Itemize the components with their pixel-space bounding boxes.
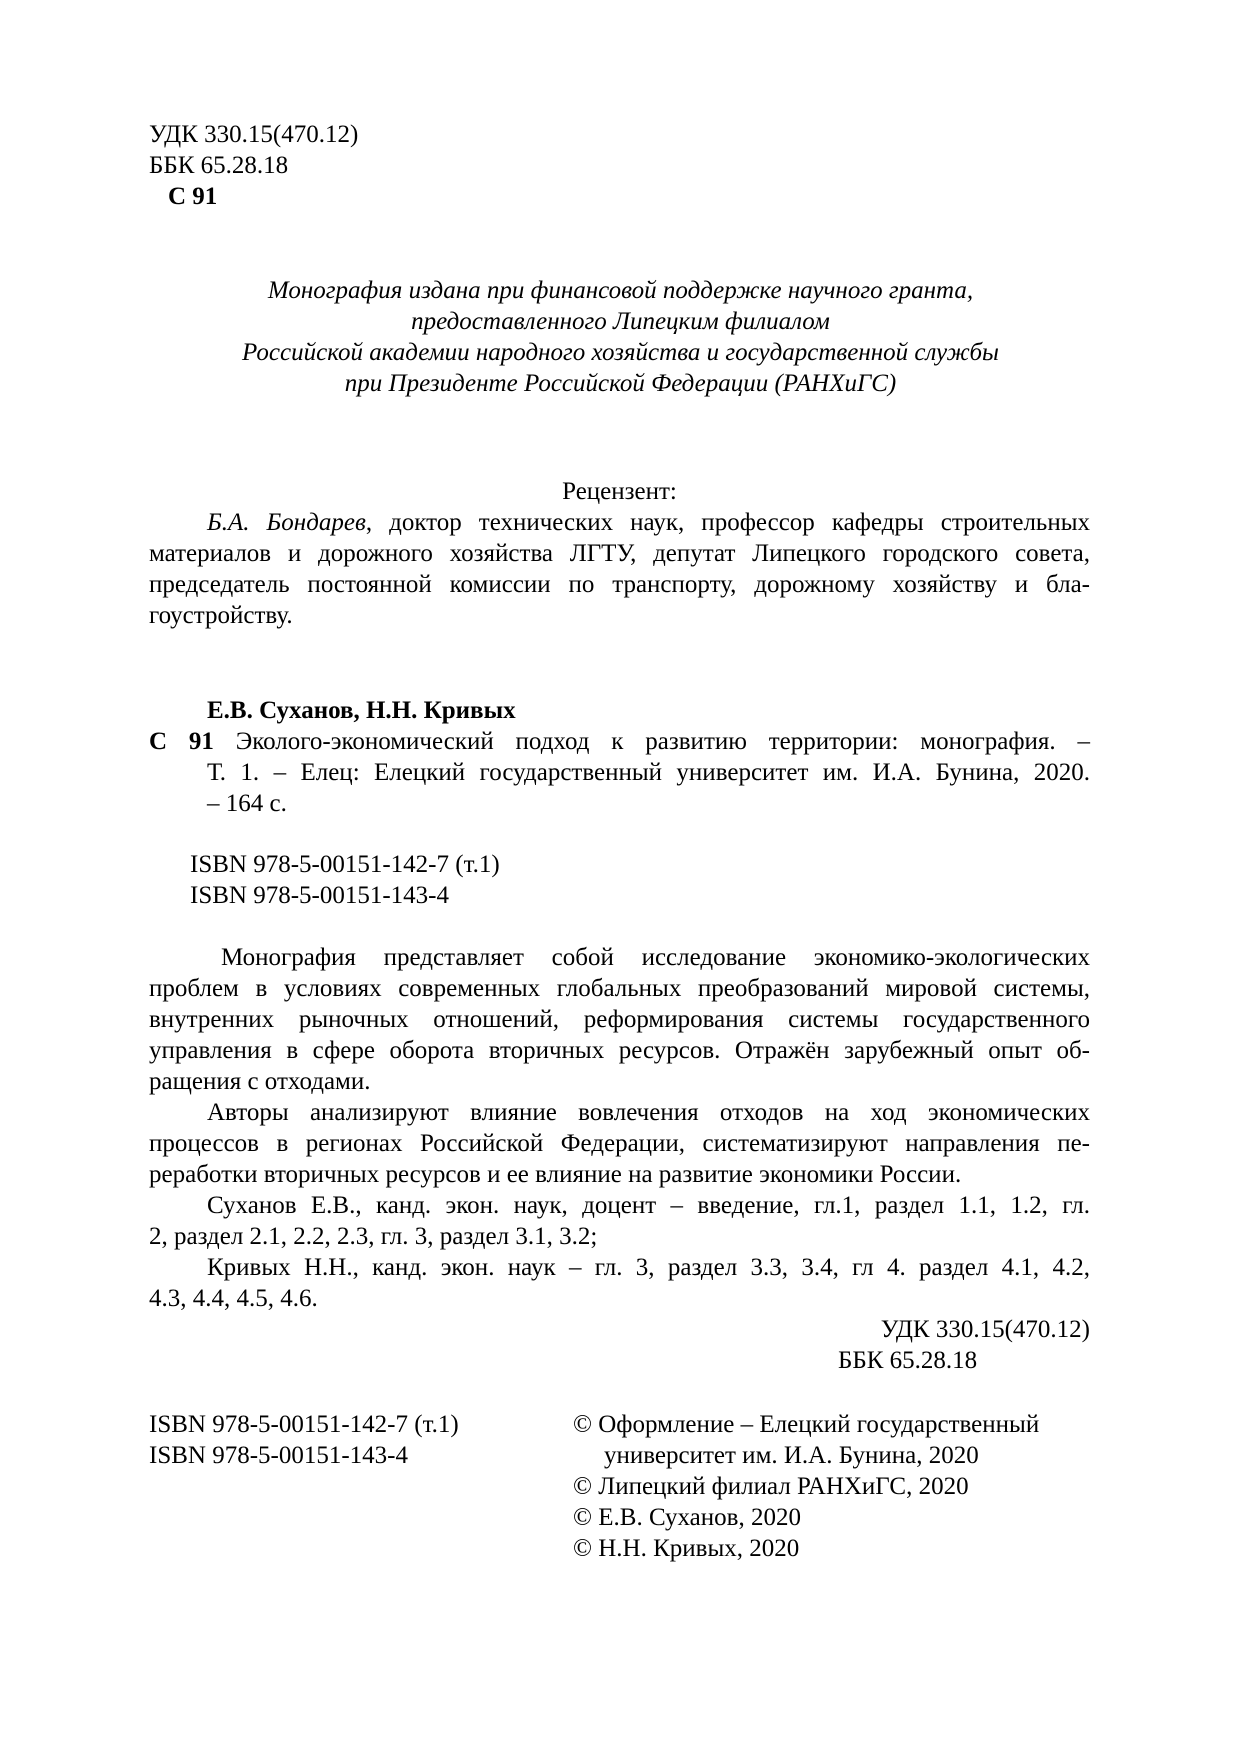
author-mark: С 91: [168, 183, 218, 210]
grant-note-line: Российской академии народного хозяйства и государственной службы: [242, 339, 999, 366]
author-mark: С 91: [149, 728, 214, 755]
reviewer-text: , доктор технических наук, профессор кафедры строительных: [365, 509, 1091, 536]
footer-isbn: [149, 1409, 459, 1471]
reviewer-line: [149, 507, 1090, 538]
reviewer-line: председатель постоянной комиссии по транспорту, дорожному хозяйству и бла-: [149, 571, 1090, 598]
reviewer-line: гоустройству.: [149, 602, 293, 629]
title-line: [149, 726, 1090, 757]
annotation-line: ращения с отходами.: [149, 1068, 371, 1095]
udk-code: УДК 330.15(470.12): [149, 121, 359, 148]
reviewer-heading: Рецензент:: [562, 478, 677, 505]
annotation-line: Суханов Е.В., канд. экон. наук, доцент – введение, гл.1, раздел 1.1, 1.2, гл.: [207, 1192, 1090, 1219]
copyright-block: [573, 1409, 1039, 1564]
annotation-line: Монография представляет собой исследование экономико-экологических: [221, 944, 1090, 971]
pages: – 164 с.: [207, 790, 287, 817]
annotation-line: внутренних рыночных отношений, реформирования системы государственного: [149, 1006, 1090, 1033]
annotation-line: управления в сфере оборота вторичных ресурсов. Отражён зарубежный опыт об-: [149, 1037, 1090, 1064]
isbn: ISBN 978-5-00151-142-7 (т.1): [149, 1411, 459, 1438]
bibliographic-entry: [149, 695, 1090, 911]
isbn: ISBN 978-5-00151-142-7 (т.1): [190, 851, 500, 878]
annotation-line: проблем в условиях современных глобальных преобразований мировой системы,: [149, 975, 1090, 1002]
udk-code: УДК 330.15(470.12): [880, 1316, 1090, 1343]
bbk-code: ББК 65.28.18: [149, 152, 289, 179]
annotation-line: 4.3, 4.4, 4.5, 4.6.: [149, 1285, 318, 1312]
isbn: ISBN 978-5-00151-143-4: [190, 882, 450, 909]
reviewer-name: Б.А. Бондарев: [207, 509, 366, 536]
grant-note: [0, 275, 1241, 399]
imprint-line: Т. 1. – Елец: Елецкий государственный университет им. И.А. Бунина, 2020.: [207, 759, 1090, 786]
authors: Е.В. Суханов, Н.Н. Кривых: [207, 697, 516, 724]
annotation-line: Авторы анализируют влияние вовлечения отходов на ход экономических: [207, 1099, 1090, 1126]
bbk-code: ББК 65.28.18: [838, 1347, 978, 1374]
copyright-line: © Оформление – Елецкий государственный: [573, 1411, 1040, 1438]
grant-note-line: предоставленного Липецким филиалом: [411, 308, 830, 335]
reviewer-line: материалов и дорожного хозяйства ЛГТУ, депутат Липецкого городского совета,: [149, 540, 1090, 567]
copyright-line: университет им. И.А. Бунина, 2020: [604, 1442, 979, 1469]
annotation-line: реработки вторичных ресурсов и ее влияние на развитие экономики России.: [149, 1161, 962, 1188]
annotation-line: Кривых Н.Н., канд. экон. наук – гл. 3, раздел 3.3, 3.4, гл 4. раздел 4.1, 4.2,: [207, 1254, 1090, 1281]
copyright-line: © Е.В. Суханов, 2020: [573, 1504, 801, 1531]
grant-note-line: при Президенте Российской Федерации (РАНХиГС): [344, 370, 897, 397]
annotation-line: 2, раздел 2.1, 2.2, 2.3, гл. 3, раздел 3.1, 3.2;: [149, 1223, 598, 1250]
grant-note-line: Монография издана при финансовой поддержке научного гранта,: [267, 277, 974, 304]
copyright-line: © Н.Н. Кривых, 2020: [573, 1535, 800, 1562]
reviewer-section: [149, 476, 1090, 631]
copyright-line: © Липецкий филиал РАНХиГС, 2020: [573, 1473, 969, 1500]
annotation-line: процессов в регионах Российской Федерации, систематизируют направления пе-: [149, 1130, 1090, 1157]
isbn: ISBN 978-5-00151-143-4: [149, 1442, 409, 1469]
book-title: Эколого-экономический подход к развитию территории: монография. –: [235, 728, 1090, 755]
annotation: [149, 942, 1090, 1376]
classification-header: [149, 119, 358, 212]
